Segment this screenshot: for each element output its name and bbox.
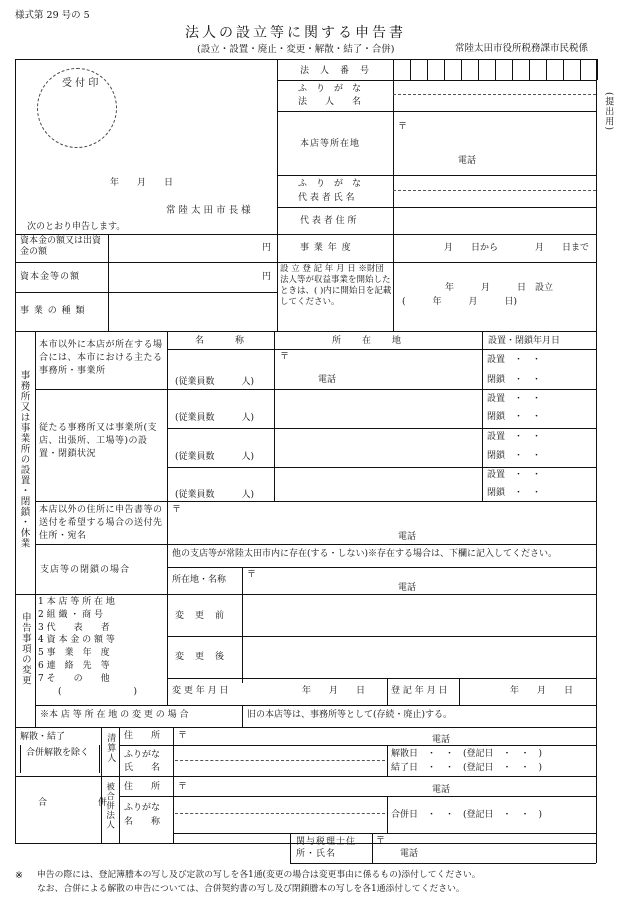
tax-agent-phone: 電話 — [400, 849, 419, 859]
after-label: 変 更 後 — [175, 652, 226, 662]
change-section-label: 申告事項の変更 — [19, 612, 31, 686]
send-postal: 〒 — [172, 505, 182, 515]
branch-close-label: 支店等の閉鎖の場合 — [40, 565, 131, 575]
corp-number-box-divider — [495, 59, 496, 80]
corp-number-box-divider — [444, 59, 445, 80]
employees-2: (従業員数 人) — [175, 413, 255, 423]
merge-postal: 〒 — [178, 782, 188, 792]
change-item: ( ) — [58, 686, 138, 697]
corp-number-box-divider — [461, 59, 462, 80]
change-item: 1 本 店 等 所 在 地 — [38, 597, 115, 607]
corp-number-box-divider — [512, 59, 513, 80]
note-mark: ※ — [15, 870, 23, 881]
before-label: 変 更 前 — [175, 611, 226, 621]
merge-address-label: 住 所 — [124, 782, 161, 792]
receipt-stamp-label: 受 付 印 — [62, 78, 99, 89]
install-3: 設置 ・ ・ — [487, 432, 542, 442]
declare-text: 次のとおり申告します。 — [27, 222, 126, 232]
change-item: 6 連 絡 先 等 — [38, 661, 110, 671]
corp-number-box-divider — [427, 59, 428, 80]
rep-name-label: 代 表 者 氏 名 — [298, 193, 355, 203]
reg-date-value-2: 年 月 日 — [510, 686, 574, 696]
subtitle: (設立・設置・廃止・変更・解散・結了・合併) — [197, 44, 395, 55]
branch-label: 従たる事務所又は事業所(支店、出張所、工場等)の設置・閉鎖状況 — [39, 423, 158, 460]
settle-date: 結了日 ・ ・ (登記日 ・ ・ ) — [391, 763, 543, 773]
install-1: 設置 ・ ・ — [487, 355, 542, 365]
note-1: 申告の際には、登記簿謄本の写し及び定款の写しを各1通(変更の場合は変更事由に係るもの)添付してください。 — [37, 870, 481, 880]
corp-number-box-divider — [546, 59, 547, 80]
corp-number-box-divider — [580, 59, 581, 80]
fiscal-to: 月 日まで — [535, 243, 590, 253]
close-2: 閉鎖 ・ ・ — [487, 412, 542, 422]
merger-label: 合 併 — [38, 798, 109, 808]
liq-phone: 電話 — [432, 735, 451, 745]
form-number: 様式第 29 号の 5 — [15, 10, 90, 21]
col-address: 所 在 地 — [332, 336, 403, 346]
dissolve-date: 解散日 ・ ・ (登記日 ・ ・ ) — [391, 749, 543, 759]
liq-name-label: 氏 名 — [124, 763, 161, 773]
close-4: 閉鎖 ・ ・ — [487, 488, 542, 498]
hq-change-label: ※本 店 等 所 在 地 の 変 更 の 場 合 — [40, 710, 189, 720]
corp-number-box-divider — [597, 59, 598, 80]
col-dates: 設置・閉鎖年月日 — [488, 336, 561, 346]
change-date-label: 変 更 年 月 日 — [172, 686, 229, 696]
fiscal-year-label: 事 業 年 度 — [300, 243, 352, 253]
furigana-label: ふ り が な — [298, 84, 362, 94]
main-office-postal: 〒 — [280, 352, 290, 362]
office-name: 常陸太田市役所税務課市民税係 — [455, 43, 589, 54]
change-item: 7 そ の 他 — [38, 673, 110, 684]
change-item: 4 資 本 金 の 額 等 — [38, 635, 115, 646]
rep-address-label: 代 表 者 住 所 — [300, 216, 357, 226]
merged-corp-label: 被合併法人 — [104, 782, 115, 830]
send-label: 本店以外の住所に申告書等の送付を希望する場合の送付先住所・宛名 — [39, 505, 163, 542]
tax-agent-label: 関与税理士住所・氏名 — [296, 837, 357, 860]
main-office-label: 本市以外に本店が所在する場合には、本市における主たる事務所・事業所 — [39, 340, 163, 377]
merge-dissolve-label: 合併解散を除く — [26, 748, 90, 758]
corp-number-box-divider — [478, 59, 479, 80]
merge-phone: 電話 — [432, 785, 451, 795]
liquidator-label: 清算人 — [105, 733, 116, 763]
liq-furigana-label: ふりがな — [124, 750, 161, 760]
office-section-label: 事務所又は事業所の設置・閉鎖・休業 — [18, 370, 30, 549]
reg-date-label-2: 登 記 年 月 日 — [391, 686, 448, 696]
date-line: 年 月 日 — [110, 178, 174, 188]
note-2: なお、合併による解散の申告については、合併契約書の写し及び閉鎖謄本の写しを各1通添付してください。 — [37, 884, 465, 894]
hq-phone-label: 電話 — [458, 156, 477, 166]
hq-change-note: 旧の本店等は、事務所等として(存続・廃止)する。 — [247, 710, 453, 720]
close-3: 閉鎖 ・ ・ — [487, 451, 542, 461]
capital-yen: 円 — [262, 243, 272, 253]
side-note: (提出用) — [603, 92, 614, 132]
addr-name-label: 所在地・名称 — [172, 575, 227, 585]
mayor-address: 常 陸 太 田 市 長 様 — [166, 205, 251, 216]
postal-mark: 〒 — [398, 122, 408, 132]
reg-date-paren: ( 年 月 日) — [402, 297, 518, 307]
merge-corp-name-label: 名 称 — [124, 817, 161, 827]
business-type-label: 事 業 の 種 類 — [20, 306, 86, 316]
corp-name-label: 法 人 名 — [298, 97, 362, 107]
install-4: 設置 ・ ・ — [487, 470, 542, 480]
corp-number-label: 法 人 番 号 — [300, 66, 371, 76]
corp-number-box-divider — [563, 59, 564, 80]
corp-number-box-divider — [410, 59, 411, 80]
page-title: 法人の設立等に関する申告書 — [185, 25, 406, 41]
tax-agent-postal: 〒 — [376, 836, 386, 846]
merge-furigana-label: ふりがな — [124, 803, 161, 813]
employees-1: (従業員数 人) — [175, 377, 255, 387]
change-date-value: 年 月 日 — [302, 686, 366, 696]
liq-address-label: 住 所 — [124, 731, 161, 741]
fiscal-from: 月 日から — [444, 243, 499, 253]
branch-close-postal: 〒 — [247, 570, 257, 580]
branch-close-phone: 電話 — [398, 583, 417, 593]
col-name: 名 称 — [195, 336, 246, 346]
corp-number-box-divider — [529, 59, 530, 80]
capital-label-2: 資本金等の額 — [20, 272, 81, 282]
reg-date-label: 設 立 登 記 年 月 日 ※財団法人等が収益事業を開始したときは、( )内に開始日を記載してください。 — [280, 264, 392, 308]
branch-close-note: 他の支店等が常陸太田市内に存在(する・しない)※存在する場合は、下欄に記入してください。 — [172, 549, 558, 559]
change-item: 2 組 織 ・ 商 号 — [38, 609, 104, 620]
rep-furigana-label: ふ り が な — [298, 179, 362, 189]
install-2: 設置 ・ ・ — [487, 394, 542, 404]
change-item: 3 代 表 者 — [38, 622, 110, 633]
main-office-phone: 電話 — [318, 375, 337, 385]
capital-yen-2: 円 — [262, 272, 272, 282]
change-item: 5 事 業 年 度 — [38, 648, 110, 659]
dissolution-label: 解散・結了 — [20, 732, 66, 742]
merge-date: 合併日 ・ ・ (登記日 ・ ・ ) — [391, 810, 543, 820]
liq-postal: 〒 — [178, 731, 188, 741]
capital-label: 資本金の額又は出資金の額 — [20, 236, 102, 258]
employees-4: (従業員数 人) — [175, 490, 255, 500]
close-1: 閉鎖 ・ ・ — [487, 375, 542, 385]
corp-number-boxes[interactable] — [393, 59, 597, 80]
reg-date-value: 年 月 日 設立 — [445, 283, 554, 293]
employees-3: (従業員数 人) — [175, 452, 255, 462]
send-phone: 電話 — [398, 532, 417, 542]
hq-address-label: 本店等所在地 — [300, 139, 361, 149]
